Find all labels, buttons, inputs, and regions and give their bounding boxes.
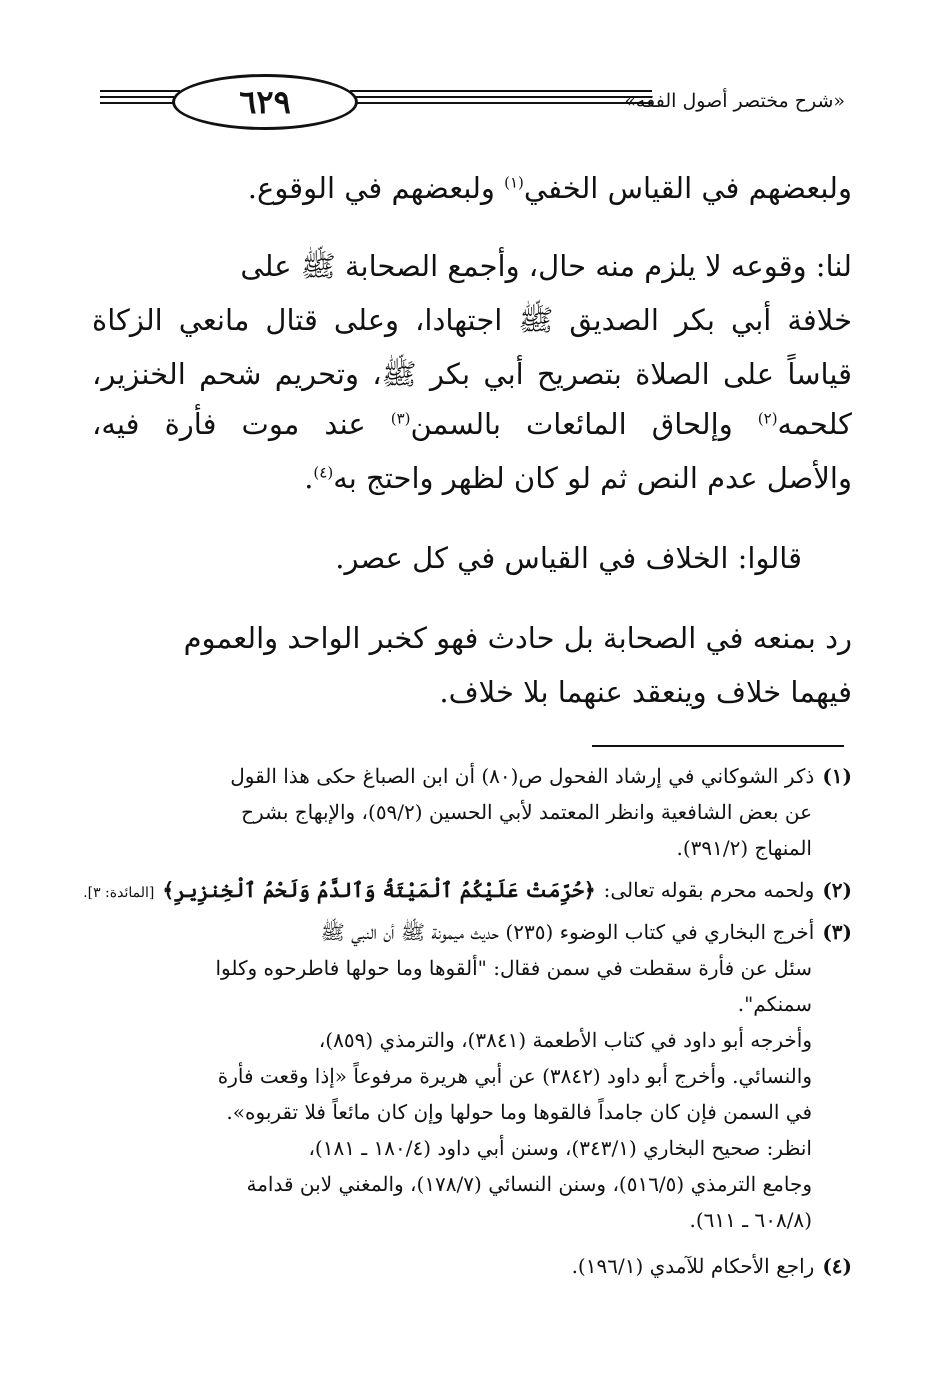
footnote-2-quran-verse: ﴿حُرِّمَتْ عَلَيْكُمُ ٱلْمَيْتَةُ وَٱلدَّمُ وَلَحْمُ ٱلْخِنزِيرِ﴾ (162, 878, 596, 902)
paragraph-3: قالوا: الخلاف في القياس في كل عصر. (335, 541, 802, 575)
paragraph-2-line-4-b: وإلحاق المائعات بالسمن (410, 407, 758, 441)
paragraph-2-line-1: لنا: وقوعه لا يلزم منه حال، وأجمع الصحابة ﷺ على (240, 249, 852, 283)
header-rule-right-top (350, 90, 652, 92)
footnote-1-number: (١) (822, 764, 852, 788)
paragraph-2-line-5-b: . (304, 461, 314, 495)
footnote-3-line-3: سمنكم". (737, 992, 812, 1016)
paragraph-4-line-1: رد بمنعه في الصحابة بل حادث فهو كخبر الواحد والعموم (183, 621, 852, 655)
footnote-4-line-1 (572, 1256, 852, 1276)
footnote-1-line-1 (230, 766, 852, 786)
footnote-3-text-1: أخرج البخاري في كتاب الوضوء (٢٣٥) حديث ميمونة ﷺ أن النبي ﷺ (320, 920, 815, 944)
footnote-3-line-4: وأخرجه أبو داود في كتاب الأطعمة (٣٨٤١)، والترمذي (٨٥٩)، (318, 1028, 812, 1052)
header-rule-right-mid (350, 96, 652, 98)
footnote-3-line-6: في السمن فإن كان جامداً فالقوها وما حولها وإن كان مائعاً فلا تقربوه». (226, 1100, 812, 1124)
paragraph-4-line-2: فيهما خلاف وينعقد عنهما بلا خلاف. (439, 675, 852, 709)
running-title: «شرح مختصر أصول الفقه» (624, 90, 845, 112)
footnote-3-line-9: (٦٠٨/٨ ـ ٦١١). (689, 1208, 812, 1232)
footnote-3-number: (٣) (822, 920, 852, 944)
footnote-4-number: (٤) (822, 1254, 852, 1278)
footnote-2-text: ولحمه محرم بقوله تعالى: (603, 878, 815, 902)
paragraph-2-line-3: قياساً على الصلاة بتصريح أبي بكر ﷺ، وتحريم شحم الخنزير، (92, 357, 852, 391)
footnote-2-number: (٢) (822, 878, 852, 902)
footnote-1-line-3: المنهاج (٣٩١/٢). (676, 836, 812, 860)
footnote-4-text: راجع الأحكام للآمدي (١٩٦/١). (571, 1254, 815, 1278)
paragraph-2-line-5-a: والأصل عدم النص ثم لو كان لظهر واحتج به (333, 461, 852, 495)
header-rule-left-bottom (100, 102, 180, 104)
paragraph-2-line-4 (92, 407, 852, 441)
header-rule-right-bottom (350, 102, 652, 104)
footnote-ref-3: (٣) (390, 409, 411, 428)
header-rule-left-top (100, 90, 180, 92)
page-number-oval (172, 74, 358, 130)
footnote-ref-4: (٤) (313, 463, 334, 482)
footnote-3-line-5: والنسائي. وأخرج أبو داود (٣٨٤٢) عن أبي هريرة مرفوعاً «إذا وقعت فأرة (217, 1064, 812, 1088)
paragraph-1 (247, 171, 852, 205)
paragraph-2-line-4-a: كلحمه (777, 407, 852, 441)
footnote-3-line-8: وجامع الترمذي (٥١٦/٥)، وسنن النسائي (١٧٨/٧)، والمغني لابن قدامة (246, 1172, 812, 1196)
footnote-ref-2: (٢) (757, 409, 778, 428)
footnote-3-line-2: سئل عن فأرة سقطت في سمن فقال: "ألقوها وما حولها فاطرحوه وكلوا (215, 956, 812, 980)
footnote-separator (592, 745, 844, 747)
paragraph-2-line-5 (304, 461, 852, 495)
paragraph-1-text-b: ولبعضهم في الوقوع. (247, 171, 505, 205)
footnote-3-line-1 (321, 922, 852, 942)
paragraph-1-text-a: ولبعضهم في القياس الخفي (523, 171, 852, 205)
footnote-1-text-1: ذكر الشوكاني في إرشاد الفحول ص(٨٠) أن ابن الصباغ حكى هذا القول (230, 764, 815, 788)
footnote-1-line-2: عن بعض الشافعية وانظر المعتمد لأبي الحسين (٥٩/٢)، والإبهاج بشرح (241, 800, 812, 824)
page-number: ٦٢٩ (239, 83, 291, 121)
header-rule-left-mid (100, 96, 180, 98)
footnote-2-line-1 (83, 880, 852, 900)
footnote-3-line-7: انظر: صحيح البخاري (٣٤٣/١)، وسنن أبي داود (١٨٠/٤ ـ ١٨١)، (308, 1136, 812, 1160)
paragraph-2-line-4-c: عند موت فأرة فيه، (92, 407, 391, 441)
page-header (100, 68, 845, 128)
footnote-2-verse-ref: [المائدة: ٣]. (83, 885, 155, 901)
paragraph-2-line-2: خلافة أبي بكر الصديق ﷺ اجتهادا، وعلى قتال مانعي الزكاة (92, 303, 852, 337)
footnote-ref-1: (١) (504, 173, 524, 192)
